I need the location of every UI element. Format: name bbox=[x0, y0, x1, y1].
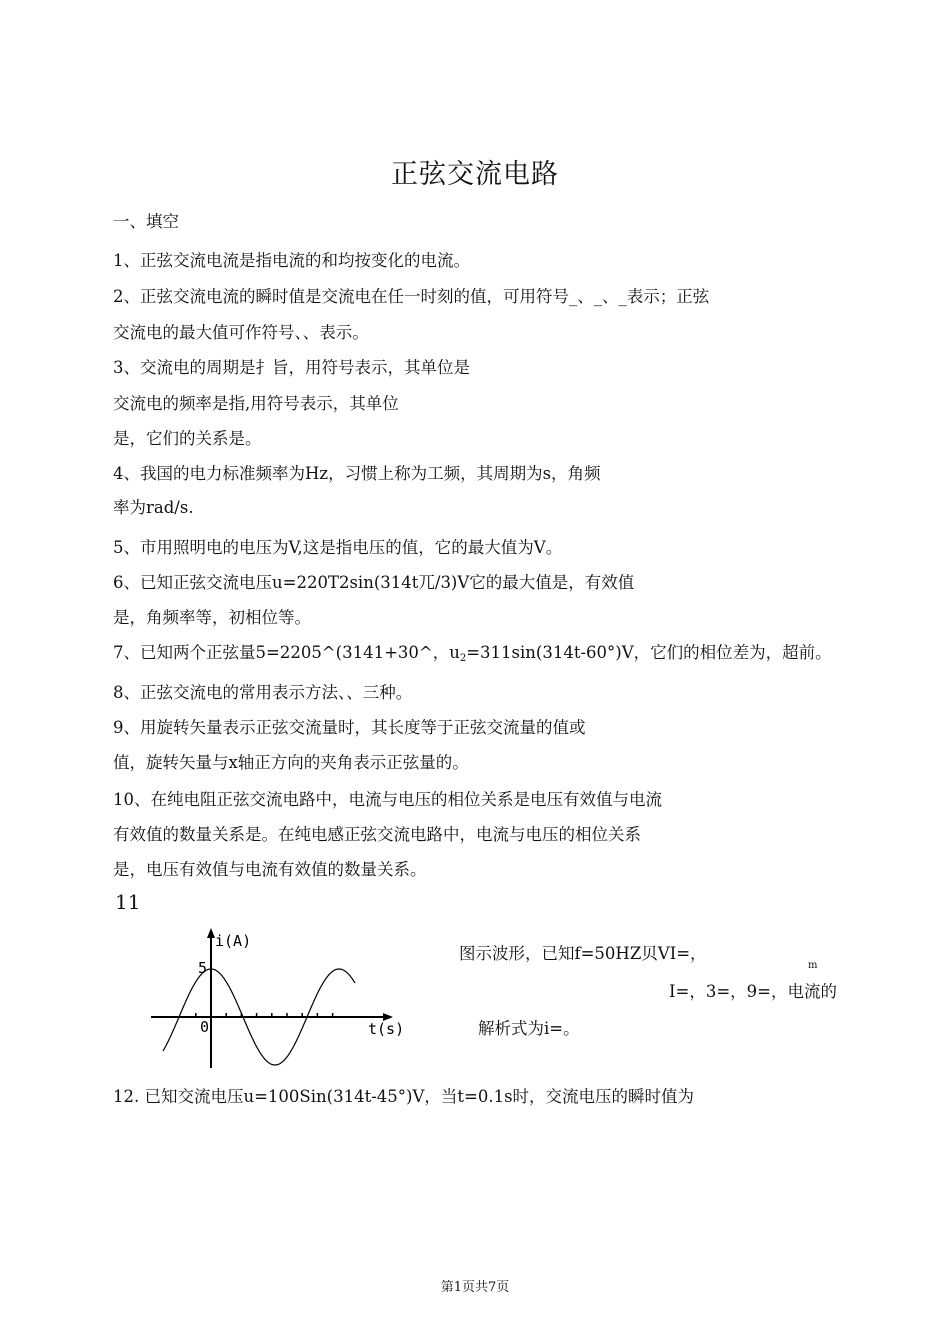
question-11-text-3: 解析式为i=。 bbox=[478, 1019, 580, 1038]
y-axis-arrow bbox=[207, 928, 215, 938]
question-2-line-1: 2、正弦交流电流的瞬时值是交流电在任一时刻的值，可用符号_、_、_表示；正弦 bbox=[113, 287, 710, 306]
page-footer: 第1页共7页 bbox=[440, 1280, 510, 1295]
question-10-line-3: 是，电压有效值与电流有效值的数量关系。 bbox=[113, 860, 427, 879]
question-9-line-1: 9、用旋转矢量表示正弦交流量时，其长度等于正弦交流量的值或 bbox=[113, 718, 586, 737]
question-5: 5、市用照明电的电压为V,这是指电压的值，它的最大值为V。 bbox=[113, 538, 563, 557]
question-10-line-1: 10、在纯电阻正弦交流电路中，电流与电压的相位关系是电压有效值与电流 bbox=[113, 790, 662, 809]
waveform-chart bbox=[145, 922, 415, 1072]
question-4-line-1: 4、我国的电力标准频率为Hz，习惯上称为工频，其周期为s，角频 bbox=[113, 464, 601, 483]
question-6-line-1: 6、已知正弦交流电压u=220T2sin(314t兀/3)V它的最大值是，有效值 bbox=[113, 573, 635, 592]
y-axis-label: i(A) bbox=[215, 932, 252, 950]
question-11-text-2: I=，3=，9=，电流的 bbox=[669, 982, 837, 1001]
page-title: 正弦交流电路 bbox=[391, 159, 559, 190]
question-7-text-b: =311sin(314t-60°)V，它们的相位差为，超前。 bbox=[466, 643, 832, 662]
question-9-line-2: 值，旋转矢量与x轴正方向的夹角表示正弦量的。 bbox=[113, 753, 469, 772]
question-3-line-1: 3、交流电的周期是扌旨，用符号表示，其单位是 bbox=[113, 358, 470, 377]
question-2-line-2: 交流电的最大值可作符号、、表示。 bbox=[113, 323, 369, 342]
section-heading: 一、填空 bbox=[113, 212, 179, 231]
question-6-line-2: 是，角频率等，初相位等。 bbox=[113, 608, 311, 627]
question-11-subscript-m: m bbox=[808, 960, 818, 971]
question-3-line-2: 交流电的频率是指,用符号表示，其单位 bbox=[113, 394, 399, 413]
question-4-line-2: 率为rad/s. bbox=[113, 498, 194, 517]
question-8: 8、正弦交流电的常用表示方法、、三种。 bbox=[113, 683, 413, 702]
question-7-text-a: 7、已知两个正弦量5=2205^(3141+30^，u bbox=[113, 643, 460, 662]
question-7 bbox=[113, 639, 832, 664]
question-11-text-1: 图示波形，已知f=50HZ贝VI=， bbox=[459, 944, 707, 963]
question-1: 1、正弦交流电流是指电流的和均按变化的电流。 bbox=[113, 251, 470, 270]
x-axis-label: t(s) bbox=[368, 1020, 405, 1038]
question-3-line-3: 是，它们的关系是。 bbox=[113, 429, 262, 448]
question-11-number: 11 bbox=[115, 890, 141, 914]
question-12: 12. 已知交流电压u=100Sin(314t-45°)V，当t=0.1s时，交流电压的瞬时值为 bbox=[113, 1087, 695, 1106]
question-7-subscript: 2 bbox=[459, 653, 467, 664]
question-10-line-2: 有效值的数量关系是。在纯电感正弦交流电路中，电流与电压的相位关系 bbox=[113, 825, 641, 844]
y-tick-label: 5 bbox=[198, 959, 208, 977]
origin-label: 0 bbox=[200, 1018, 210, 1036]
